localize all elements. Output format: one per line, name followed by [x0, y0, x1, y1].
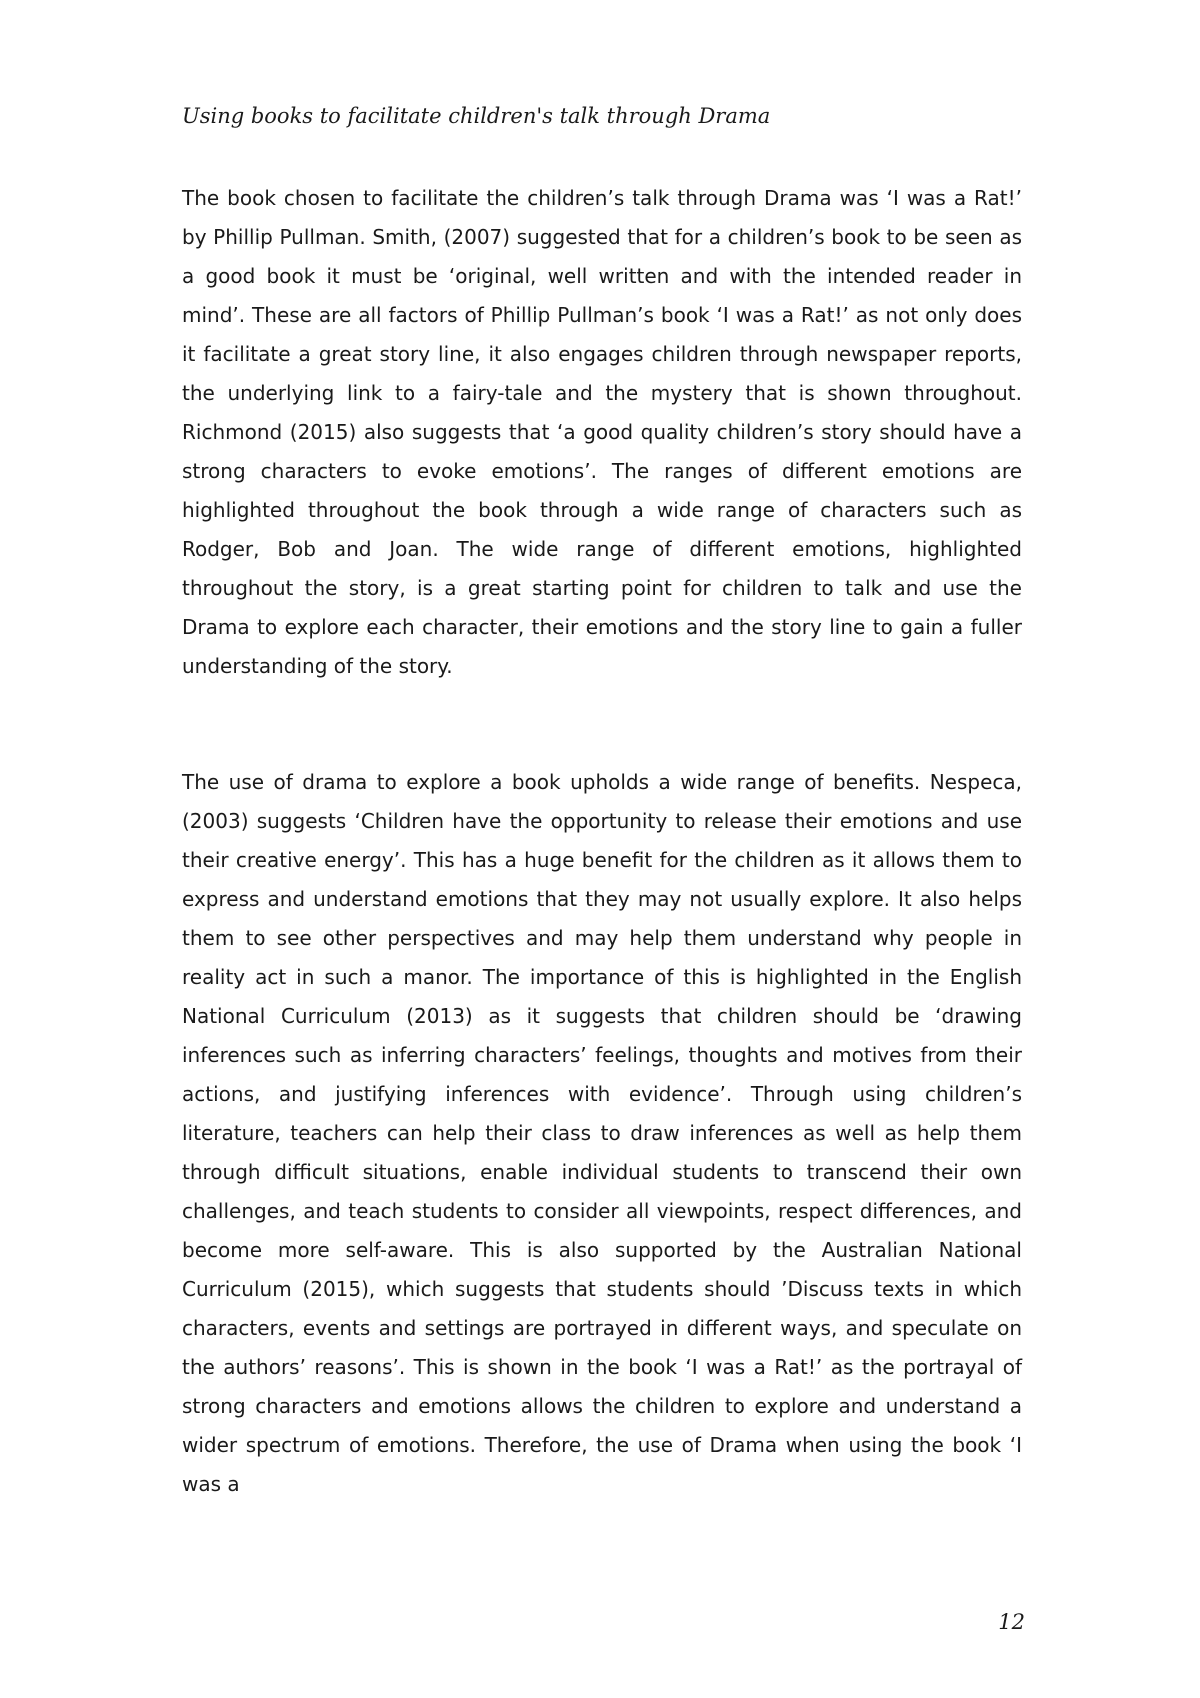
page-number: 12 — [998, 1610, 1025, 1634]
body-paragraph-1: The book chosen to facilitate the children’s talk through Drama was ‘I was a Rat!’ by Phillip Pullman. Smith, (2007) suggested that for a children’s book to be seen as a good book it must be ‘original, well written and with the intended reader in mind’. These are all factors of Phillip Pullman’s book ‘I was a Rat!’ as not only does it facilitate a great story line, it also engages children through newspaper reports, the underlying link to a fairy-tale and the mystery that is shown throughout. Richmond (2015) also suggests that ‘a good quality children’s story should have a strong characters to evoke emotions’. The ranges of different emotions are highlighted throughout the book through a wide range of characters such as Rodger, Bob and Joan. The wide range of different emotions, highlighted throughout the story, is a great starting point for children to talk and use the Drama to explore each character, their emotions and the story line to gain a fuller understanding of the story. — [182, 186, 1022, 678]
body-paragraph-2: The use of drama to explore a book upholds a wide range of benefits. Nespeca, (2003) suggests ‘Children have the opportunity to release their emotions and use their creative energy’. This has a huge benefit for the children as it allows them to express and understand emotions that they may not usually explore. It also helps them to see other perspectives and may help them understand why people in reality act in such a manor. The importance of this is highlighted in the English National Curriculum (2013) as it suggests that children should be ‘drawing inferences such as inferring characters’ feelings, thoughts and motives from their actions, and justifying inferences with evidence’. Through using children’s literature, teachers can help their class to draw inferences as well as help them through difficult situations, enable individual students to transcend their own challenges, and teach students to consider all viewpoints, respect differences, and become more self-aware. This is also supported by the Australian National Curriculum (2015), which suggests that students should ’Discuss texts in which characters, events and settings are portrayed in different ways, and speculate on the authors’ reasons’. This is shown in the book ‘I was a Rat!’ as the portrayal of strong characters and emotions allows the children to explore and understand a wider spectrum of emotions. Therefore, the use of Drama when using the book ‘I was a — [182, 770, 1022, 1496]
section-heading: Using books to facilitate children's talk through Drama — [182, 104, 771, 128]
